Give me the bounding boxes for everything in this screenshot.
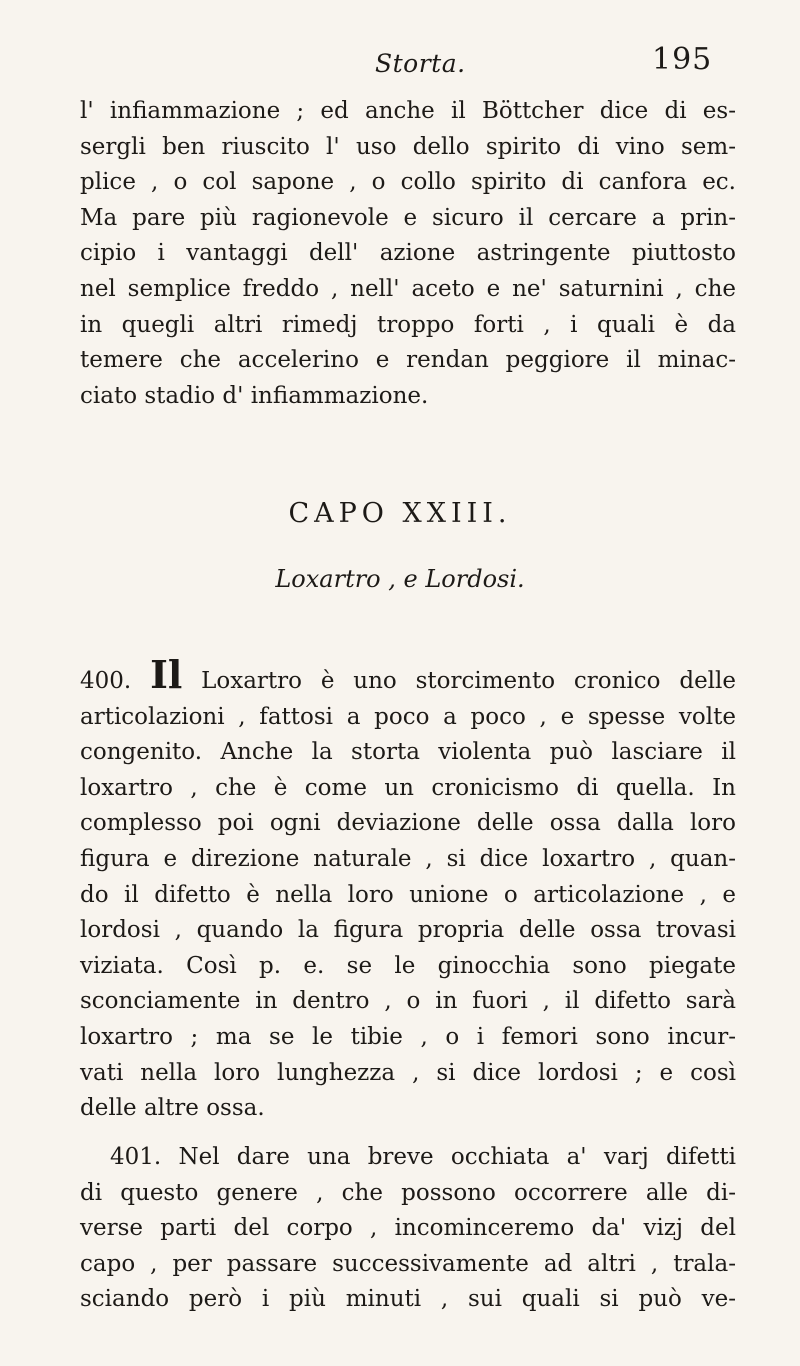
running-title: Storta. (375, 49, 466, 78)
text-line: l' infiammazione ; ed anche il Böttcher dice di es- (80, 98, 736, 124)
text-line: loxartro , che è come un cronicismo di quella. In (80, 774, 736, 801)
text-line: viziata. Così p. e. se le ginocchia sono piegate (80, 952, 736, 979)
running-head (0, 42, 800, 86)
text-line: capo , per passare successivamente ad altri , trala- (80, 1250, 736, 1277)
text-line: lordosi , quando la figura propria delle ossa trovasi (80, 917, 736, 944)
chapter-title: CAPO XXIII. (288, 498, 512, 529)
text-line: figura e direzione naturale , si dice loxartro , quan- (80, 845, 736, 872)
section-401 (80, 1140, 736, 1318)
text-line: sconciamente in dentro , o in fuori , il difetto sarà (80, 988, 736, 1015)
text-line: Loxartro è uno storcimento cronico delle (201, 668, 737, 694)
section-400 (80, 652, 737, 1127)
text-line: plice , o col sapone , o collo spirito di canfora ec. (80, 169, 736, 196)
intro-paragraph (80, 94, 736, 414)
text-line: vati nella loro lunghezza , si dice lordosi ; e così (80, 1059, 736, 1086)
text-line: ciato stadio d' infiammazione. (80, 382, 429, 409)
text-line: complesso poi ogni deviazione delle ossa dalla loro (80, 810, 736, 837)
text-line: articolazioni , fattosi a poco a poco , e spesse volte (80, 703, 736, 730)
text-line: in quegli altri rimedj troppo forti , i quali è da (80, 311, 736, 338)
text-line: sergli ben riuscito l' uso dello spirito di vino sem- (80, 133, 736, 160)
drop-cap: Il (150, 652, 183, 697)
text-line: di questo genere , che possono occorrere alle di- (80, 1179, 736, 1206)
text-line: loxartro ; ma se le tibie , o i femori sono incur- (80, 1023, 736, 1050)
text-line: 401. Nel dare una breve occhiata a' varj difetti (110, 1144, 736, 1170)
chapter-subtitle: Loxartro , e Lordosi. (275, 565, 525, 593)
text-line: cipio i vantaggi dell' azione astringente piuttosto (80, 240, 736, 267)
text-line: sciando però i più minuti , sui quali si può ve- (80, 1286, 736, 1313)
text-line: Ma pare più ragionevole e sicuro il cercare a prin- (80, 204, 736, 231)
section-400-first-line (80, 652, 737, 700)
page-number: 195 (652, 42, 713, 77)
text-line: delle altre ossa. (80, 1095, 265, 1122)
text-line: do il difetto è nella loro unione o articolazione , e (80, 881, 736, 908)
section-number: 400. (80, 668, 132, 694)
text-line: congenito. Anche la storta violenta può lasciare il (80, 739, 736, 766)
text-line: verse parti del corpo , incominceremo da' vizj del (80, 1215, 736, 1242)
text-line: temere che accelerino e rendan peggiore il minac- (80, 347, 736, 374)
text-line: nel semplice freddo , nell' aceto e ne' saturnini , che (80, 275, 736, 302)
